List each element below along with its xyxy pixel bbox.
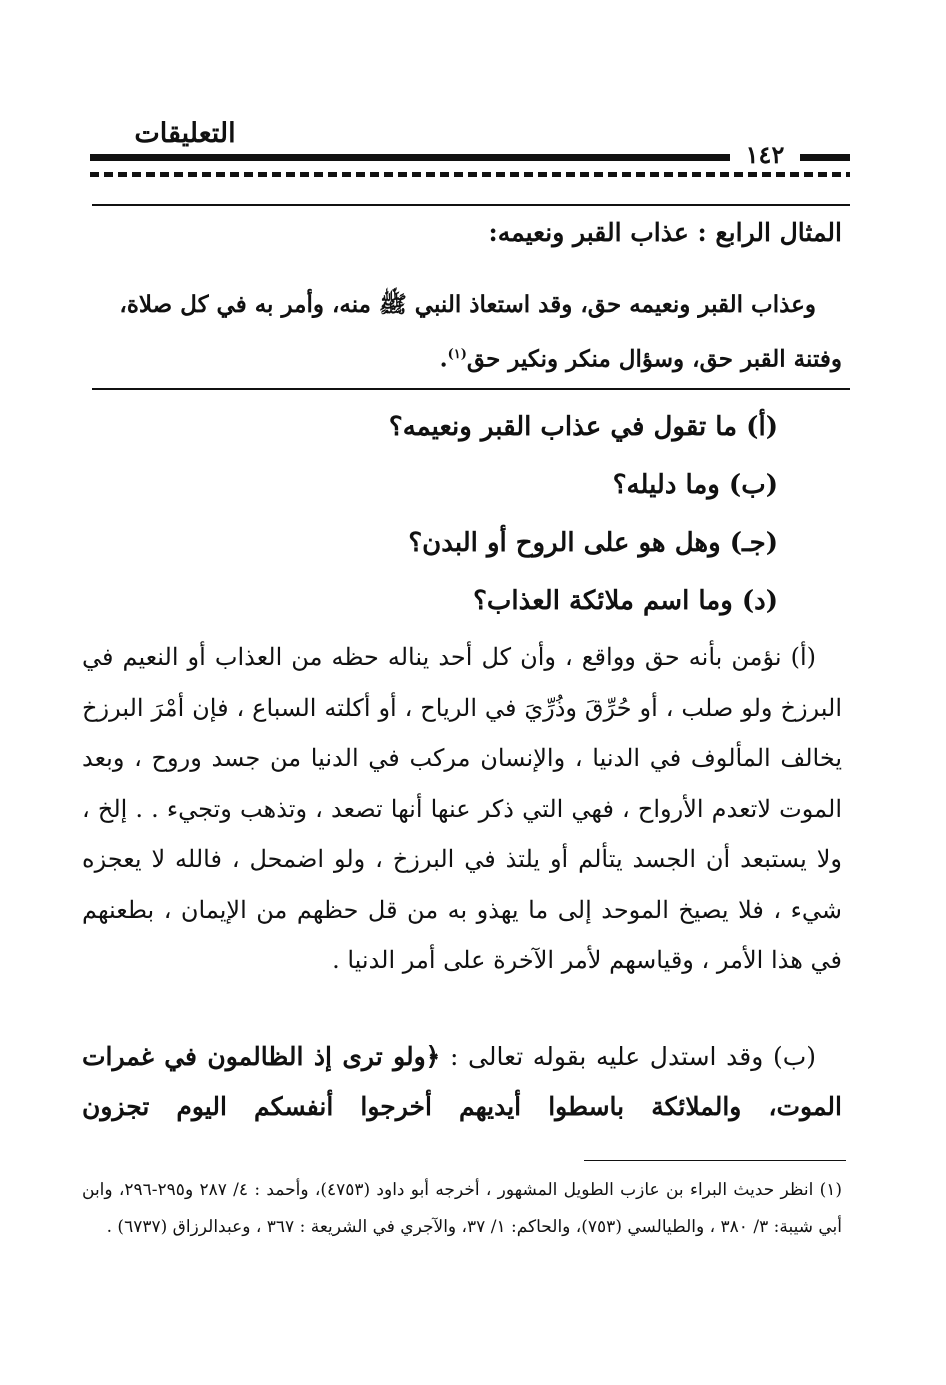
answer-b-paragraph xyxy=(82,1032,842,1132)
question-item: (د) وما اسم ملائكة العذاب؟ xyxy=(473,586,778,616)
running-header-title: التعليقات xyxy=(134,118,236,149)
question-item: (جـ) وهل هو على الروح أو البدن؟ xyxy=(408,528,778,558)
footnote-ref: (١) xyxy=(447,347,467,362)
intro-line-2: وفتنة القبر حق، وسؤال منكر ونكير حق xyxy=(466,345,842,373)
footnote-text: (١) انظر حديث البراء بن عازب الطويل المشهور ، أخرجه أبو داود (٤٧٥٣)، وأحمد : ٤/ ٢٨٧ و٢٩٥-٢٩٦، وابن أبي شيبة: ٣/ ٣٨٠ ، والطيالسي (٧٥٣)، والحاكم: ١/ ٣٧، والآجري في الشريعة : ٣٦٧ ، وعبدالرزاق (٦٧٣٧) . xyxy=(82,1180,843,1237)
footnote-separator xyxy=(584,1160,846,1161)
section-divider-rule xyxy=(92,388,850,390)
intro-end: . xyxy=(439,345,448,373)
section-heading: المثال الرابع : عذاب القبر ونعيمه: xyxy=(488,218,842,247)
header-thick-rule-left xyxy=(90,154,730,161)
page-number: ١٤٢ xyxy=(745,140,785,169)
question-item: (ب) وما دليله؟ xyxy=(612,470,778,500)
header-dashed-rule xyxy=(90,172,850,177)
header-thick-rule-right xyxy=(800,154,850,161)
intro-line-1: وعذاب القبر ونعيمه حق، وقد استعاذ النبي ﷺ منه، وأمر به في كل صلاة، xyxy=(119,291,816,318)
answer-b-quran-quote: ﴿ولو ترى إذ الظالمون في غمرات الموت، والملائكة باسطوا أيديهم أخرجوا أنفسكم اليوم تجزون xyxy=(82,1042,842,1121)
answer-b-intro: (ب) وقد استدل عليه بقوله تعالى : xyxy=(440,1042,817,1071)
answer-a-paragraph: (أ) نؤمن بأنه حق وواقع ، وأن كل أحد يناله حظه من العذاب أو النعيم في البرزخ ولو صلب ، أو حُرِّقَ وذُرِّيَ في الرياح ، أو أكلته السباع ، فإن أمْرَ البرزخ يخالف المألوف في الدنيا ، والإنسان مركب في الدنيا من جسد وروح ، وبعد الموت لاتعدم الأرواح ، فهي التي ذكر عنها أنها تصعد ، وتذهب وتجيء . . إلخ ، ولا يستبعد أن الجسد يتألم أو يلتذ في البرزخ ، ولو اضمحل ، فالله لا يعجزه شيء ، فلا يصيخ الموحد إلى ما يهذو به من قل حظهم من الإيمان ، بطعنهم في هذا الأمر ، وقياسهم لأمر الآخرة على أمر الدنيا . xyxy=(82,643,843,974)
question-list xyxy=(78,398,778,630)
section-top-rule xyxy=(92,204,850,206)
section-intro xyxy=(82,280,842,385)
question-item: (أ) ما تقول في عذاب القبر ونعيمه؟ xyxy=(388,412,778,442)
